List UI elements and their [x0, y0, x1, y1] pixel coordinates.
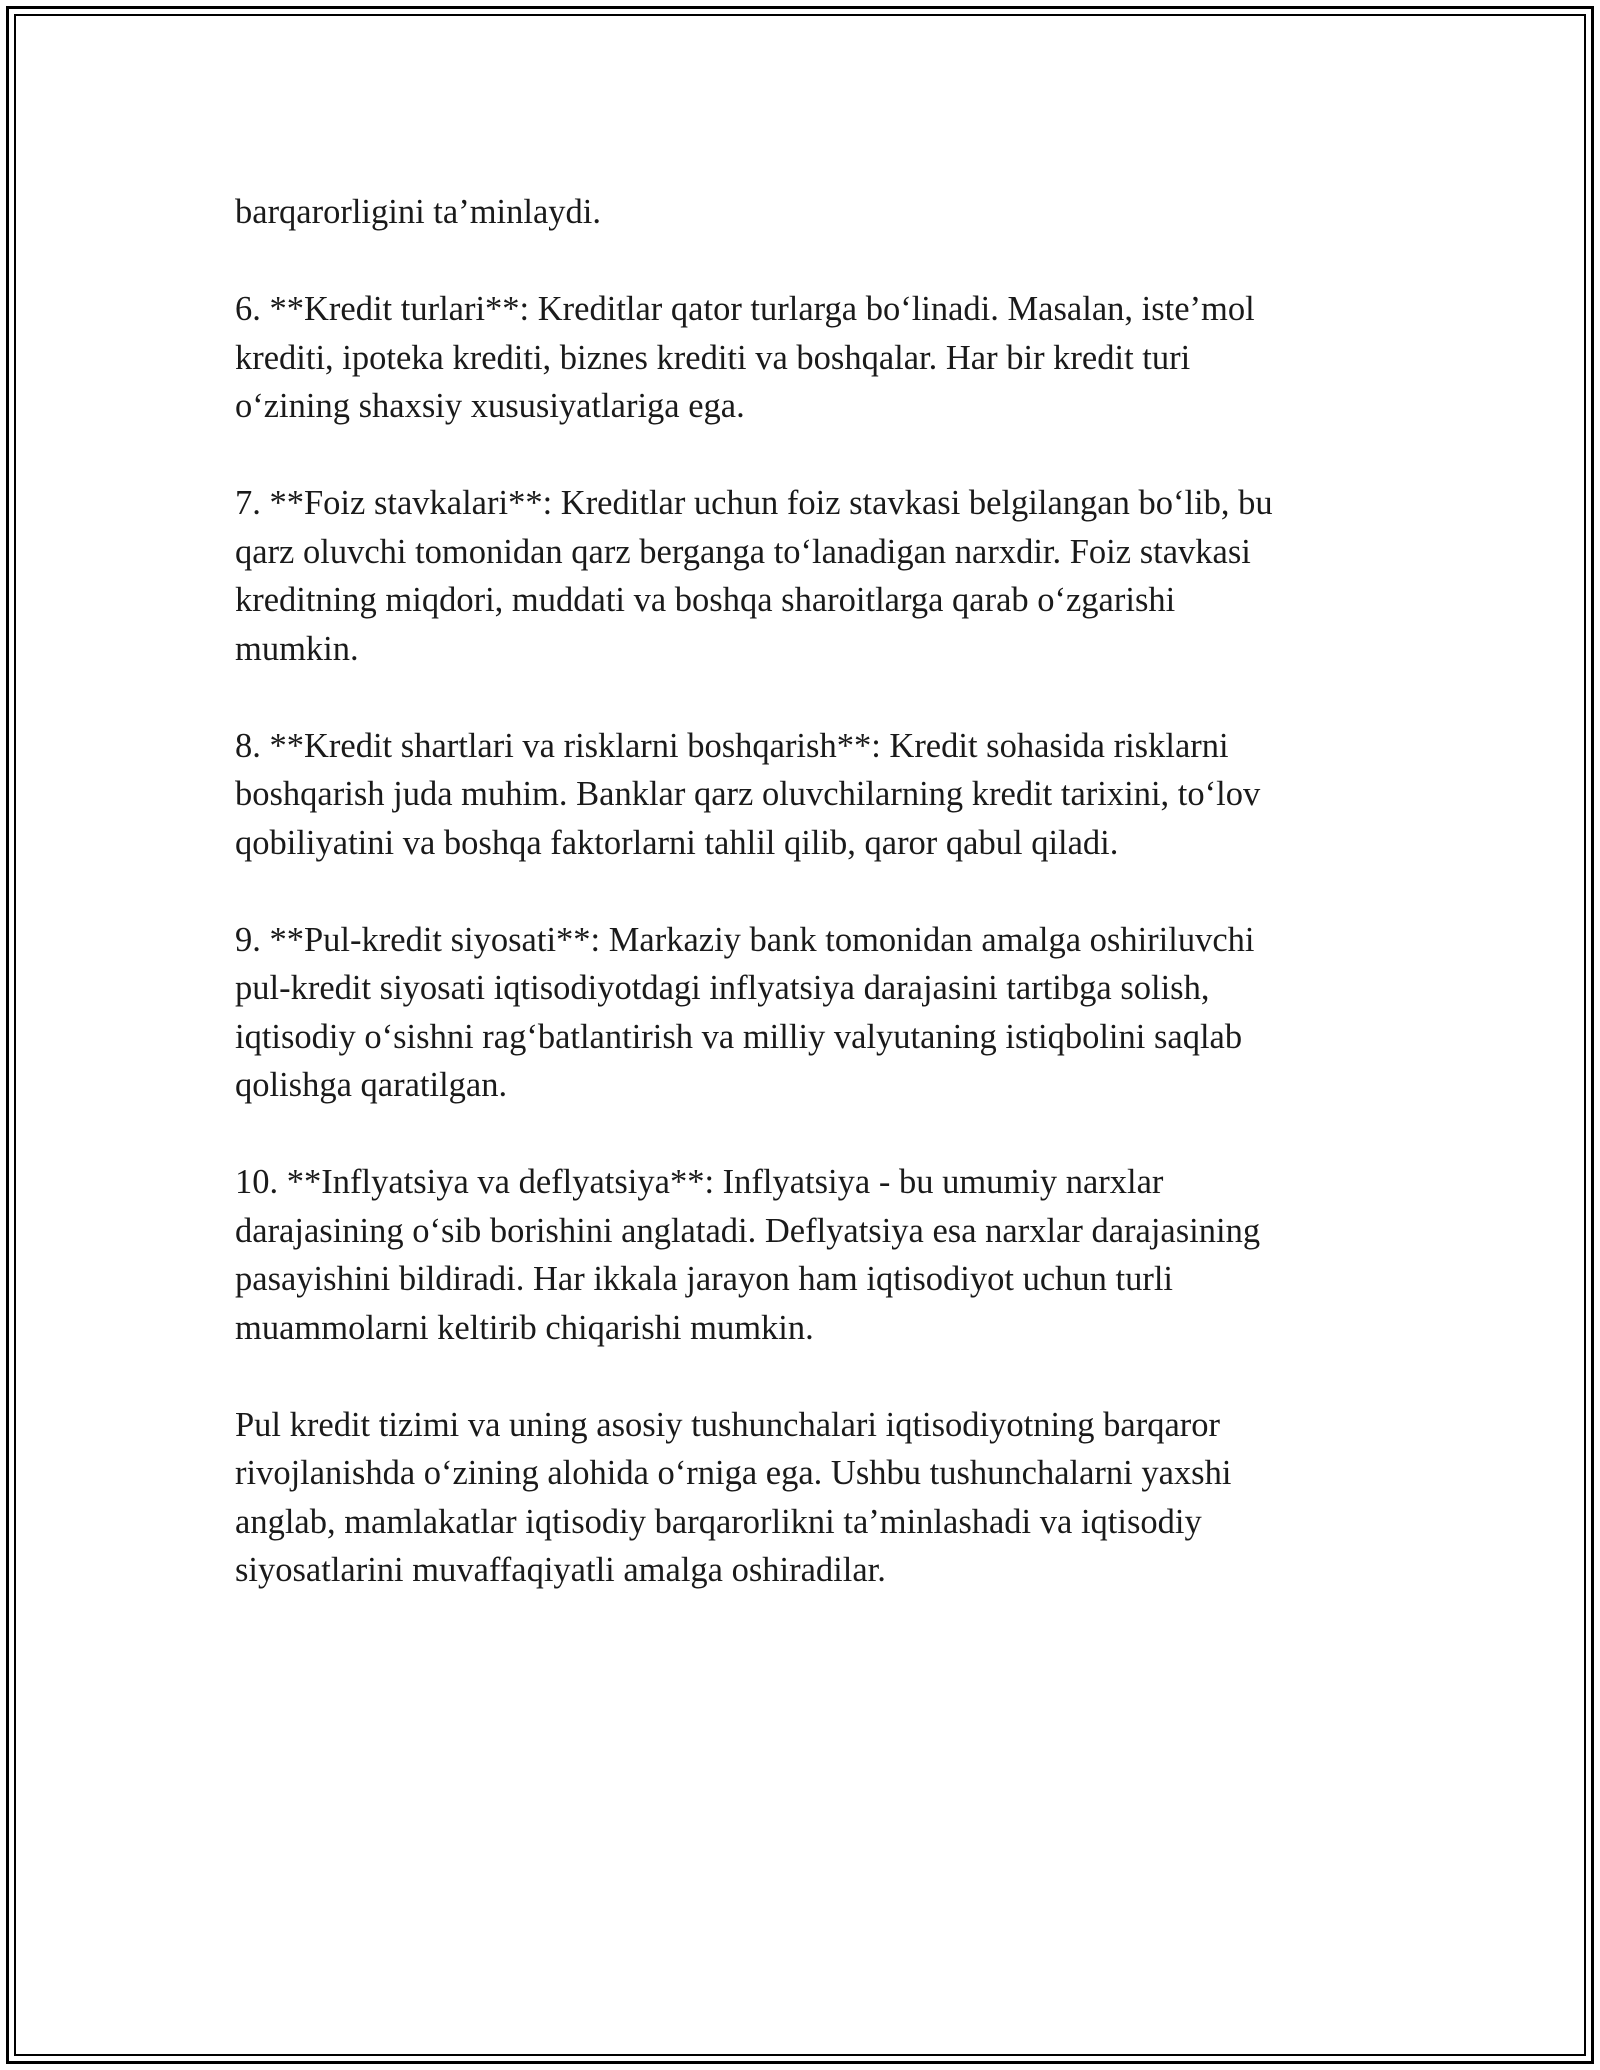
text-line: qobiliyatini va boshqa faktorlarni tahlil qilib, qaror qabul qiladi. [235, 823, 1119, 862]
text-line: 7. **Foiz stavkalari**: Kreditlar uchun foiz stavkasi belgilangan bo‘lib, bu [235, 484, 1273, 522]
text-line: 10. **Inflyatsiya va deflyatsiya**: Inflyatsiya - bu umumiy narxlar [235, 1163, 1164, 1201]
text-line: 6. **Kredit turlari**: Kreditlar qator turlarga bo‘linadi. Masalan, iste’mol [235, 290, 1255, 328]
paragraph-kredit-turlari [235, 285, 1375, 431]
paragraph-foiz-stavkalari [235, 479, 1375, 673]
paragraph-pul-kredit-siyosati [235, 916, 1375, 1110]
paragraph-inflyatsiya [235, 1158, 1375, 1352]
document-body [235, 188, 1375, 1643]
paragraph-continuation [235, 188, 1375, 237]
text-line: qarz oluvchi tomonidan qarz berganga to‘lanadigan narxdir. Foiz stavkasi [235, 532, 1251, 571]
text-line: rivojlanishda o‘zining alohida o‘rniga ega. Ushbu tushunchalarni yaxshi [235, 1454, 1232, 1492]
paragraph-kredit-shartlari [235, 722, 1375, 868]
text-line: kreditning miqdori, muddati va boshqa sharoitlarga qarab o‘zgarishi [235, 581, 1176, 619]
text-line: o‘zining shaxsiy xususiyatlariga ega. [235, 387, 745, 425]
text-line: muammolarni keltirib chiqarishi mumkin. [235, 1308, 814, 1347]
text-line: iqtisodiy o‘sishni rag‘batlantirish va milliy valyutaning istiqbolini saqlab [235, 1017, 1243, 1056]
text-line: qolishga qaratilgan. [235, 1066, 508, 1104]
text-line: Pul kredit tizimi va uning asosiy tushunchalari iqtisodiyotning barqaror [235, 1405, 1221, 1444]
text-line: mumkin. [235, 629, 359, 668]
text-line: 8. **Kredit shartlari va risklarni boshqarish**: Kredit sohasida risklarni [235, 726, 1229, 765]
text-line: darajasining o‘sib borishini anglatadi. Deflyatsiya esa narxlar darajasining [235, 1211, 1261, 1250]
paragraph-conclusion [235, 1401, 1375, 1595]
text-line: pul-kredit siyosati iqtisodiyotdagi inflyatsiya darajasini tartibga solish, [235, 969, 1210, 1007]
text-line: anglab, mamlakatlar iqtisodiy barqarorlikni ta’minlashadi va iqtisodiy [235, 1502, 1202, 1541]
text-line: pasayishini bildiradi. Har ikkala jarayon ham iqtisodiyot uchun turli [235, 1260, 1174, 1298]
text-line: barqarorligini ta’minlaydi. [235, 193, 601, 231]
text-line: siyosatlarini muvaffaqiyatli amalga oshiradilar. [235, 1551, 886, 1589]
text-line: krediti, ipoteka krediti, biznes krediti va boshqalar. Har bir kredit turi [235, 338, 1191, 377]
text-line: boshqarish juda muhim. Banklar qarz oluvchilarning kredit tarixini, to‘lov [235, 775, 1261, 813]
text-line: 9. **Pul-kredit siyosati**: Markaziy bank tomonidan amalga oshiriluvchi [235, 920, 1255, 959]
